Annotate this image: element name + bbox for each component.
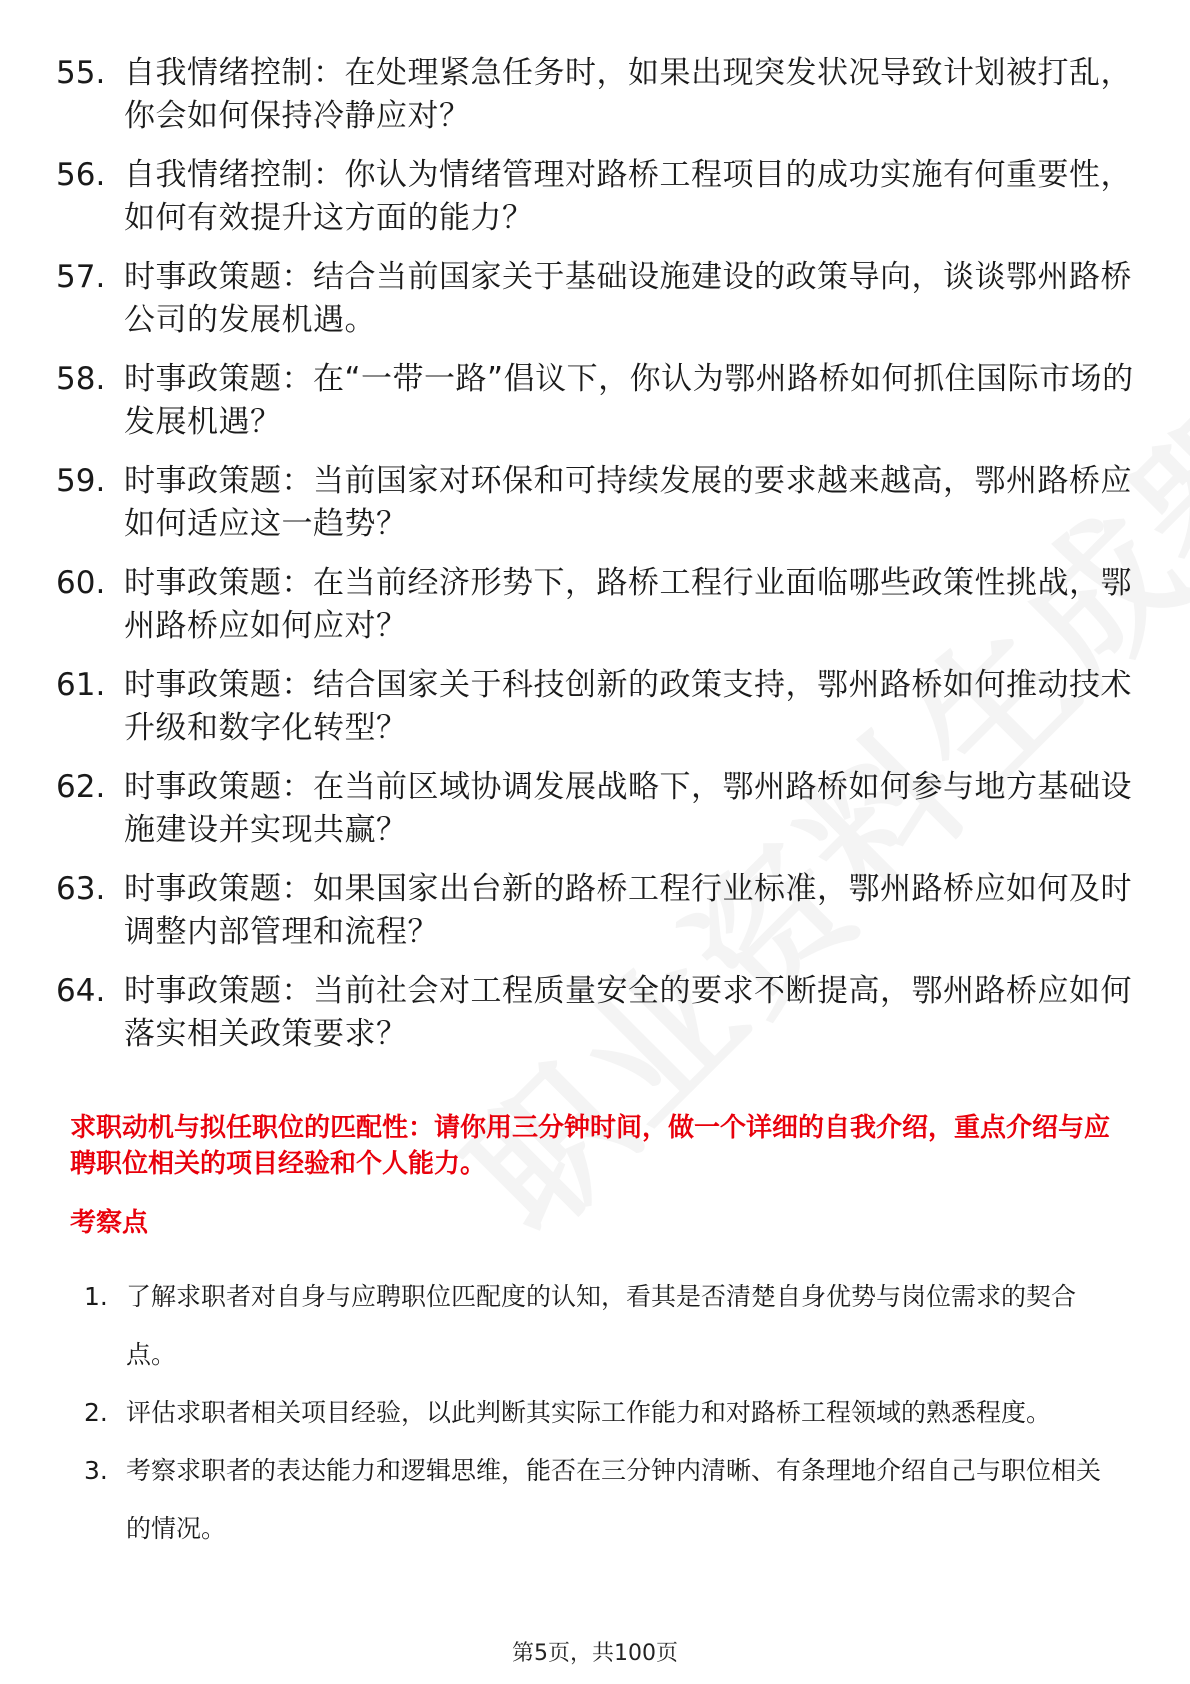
question-number: 57. [56, 259, 106, 295]
assessment-points [84, 1268, 1124, 1558]
point-item [84, 1442, 1124, 1558]
question-text: 时事政策题：结合当前国家关于基础设施建设的政策导向，谈谈鄂州路桥公司的发展机遇。 [124, 259, 1132, 338]
question-number: 61. [56, 667, 106, 703]
question-text: 时事政策题：结合国家关于科技创新的政策支持，鄂州路桥如何推动技术升级和数字化转型？ [124, 667, 1132, 746]
question-text: 自我情绪控制：在处理紧急任务时，如果出现突发状况导致计划被打乱，你会如何保持冷静应对？ [124, 55, 1132, 134]
question-text: 时事政策题：在当前区域协调发展战略下，鄂州路桥如何参与地方基础设施建设并实现共赢？ [124, 769, 1132, 848]
question-number: 58. [56, 361, 106, 397]
question-number: 63. [56, 871, 106, 907]
point-text: 考察求职者的表达能力和逻辑思维，能否在三分钟内清晰、有条理地介绍自己与职位相关的情况。 [126, 1456, 1102, 1543]
page-footer: 第5页，共100页 [512, 1641, 678, 1666]
point-number: 2. [84, 1398, 108, 1427]
question-text: 时事政策题：如果国家出台新的路桥工程行业标准，鄂州路桥应如何及时调整内部管理和流程？ [124, 871, 1132, 950]
question-number: 59. [56, 463, 106, 499]
question-number: 56. [56, 157, 106, 193]
question-number: 62. [56, 769, 106, 805]
question-item [56, 766, 1136, 852]
point-item [84, 1268, 1124, 1384]
question-text: 时事政策题：当前国家对环保和可持续发展的要求越来越高，鄂州路桥应如何适应这一趋势？ [124, 463, 1132, 542]
section-title: 求职动机与拟任职位的匹配性：请你用三分钟时间，做一个详细的自我介绍，重点介绍与应聘职位相关的项目经验和个人能力。 [70, 1113, 1111, 1179]
question-text: 时事政策题：在“一带一路”倡议下，你认为鄂州路桥如何抓住国际市场的发展机遇？ [124, 361, 1134, 440]
question-text: 自我情绪控制：你认为情绪管理对路桥工程项目的成功实施有何重要性，如何有效提升这方面的能力？ [124, 157, 1132, 236]
question-item [56, 256, 1136, 342]
point-text: 评估求职者相关项目经验，以此判断其实际工作能力和对路桥工程领域的熟悉程度。 [126, 1398, 1052, 1427]
question-number: 60. [56, 565, 106, 601]
question-item [56, 358, 1136, 444]
question-item [56, 562, 1136, 648]
question-number: 55. [56, 55, 106, 91]
question-item [56, 970, 1136, 1056]
question-item [56, 154, 1136, 240]
question-text: 时事政策题：当前社会对工程质量安全的要求不断提高，鄂州路桥应如何落实相关政策要求？ [124, 973, 1132, 1052]
point-text: 了解求职者对自身与应聘职位匹配度的认知，看其是否清楚自身优势与岗位需求的契合点。 [126, 1282, 1077, 1369]
question-list [56, 52, 1136, 1072]
question-text: 时事政策题：在当前经济形势下，路桥工程行业面临哪些政策性挑战，鄂州路桥应如何应对？ [124, 565, 1132, 644]
question-item [56, 460, 1136, 546]
point-number: 1. [84, 1282, 108, 1311]
question-item [56, 868, 1136, 954]
question-item [56, 664, 1136, 750]
point-item [84, 1384, 1124, 1442]
section-subtitle: 考察点 [70, 1208, 149, 1238]
question-number: 64. [56, 973, 106, 1009]
question-item [56, 52, 1136, 138]
point-number: 3. [84, 1456, 108, 1485]
